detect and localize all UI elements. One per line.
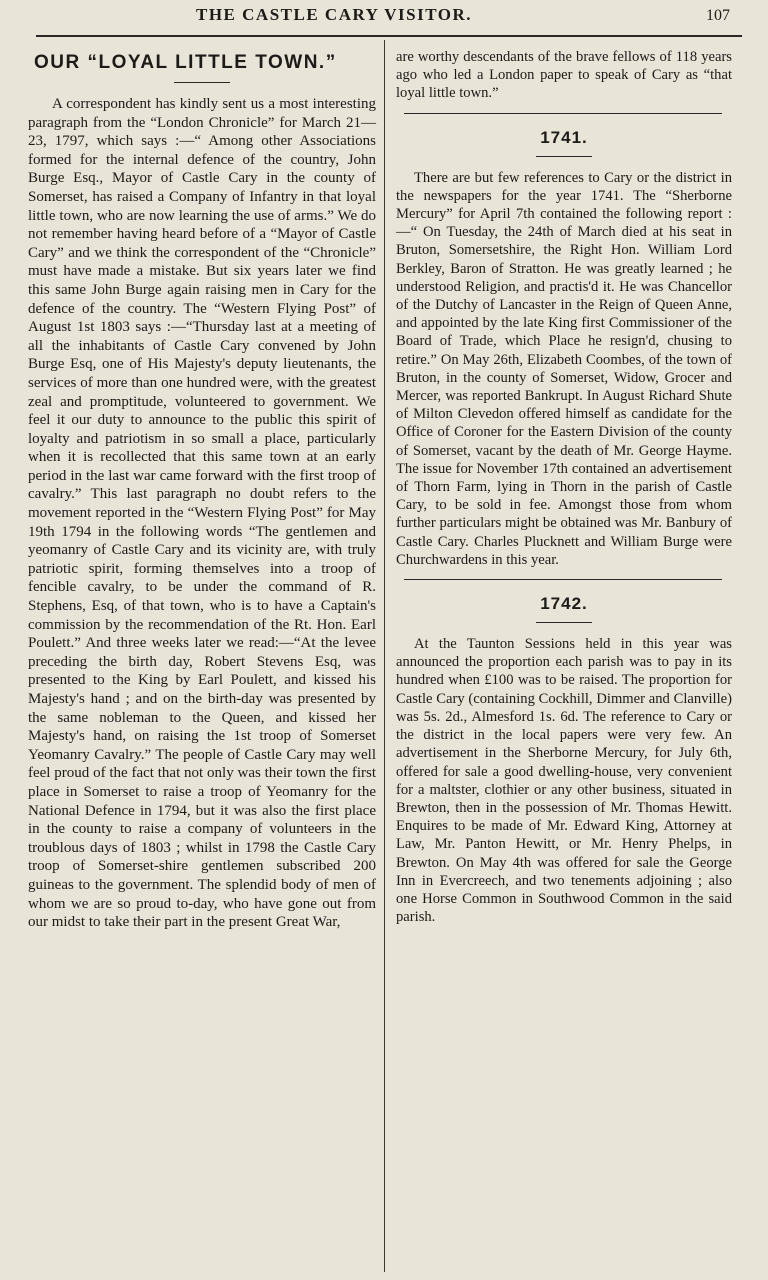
article-body: A correspondent has kindly sent us a most interesting paragraph from the “London Chronicle” for March 21—23, 1797, which says :—“ Among other Associations formed for the internal defence of the country, John Burge Esq., Mayor of Castle Cary in the county of Somerset, has raised a Company of Infantry in that loyal little town, who are now learning the use of arms.” We do not remember having heard before of a “Mayor of Castle Cary” and we think the correspondent of the “Chronicle” must have made a mistake. But six years later we find this same John Burge again raising men in Cary for the defence of the country. The “Western Flying Post” of August 1st 1803 says :—“Thursday last at a meeting of all the inhabitants of Castle Cary convened by John Burge Esq, one of His Majesty's deputy lieutenants, the services of more than one hundred were, with the greatest zeal and promptitude, volunteered to government. We feel it our duty to announce to the public this spirit of loyalty and patriotism in so small a place, particularly when it is recollected that this same town at an early period in the last war came forward with the first troop of cavalry.” This last paragraph no doubt refers to the movement reported in the “Western Flying Post” for May 19th 1794 in the following words “The gentlemen and yeomanry of Castle Cary and its vicinity are, with truly patriotic spirit, forming themselves into a troop of fencible cavalry, to be under the command of R. Stephens, Esq, of that town, who is to have a Captain's commission by the recommendation of the Rt. Hon. Earl Poulett.” And three weeks later we read:—“At the levee preceding the birth day, Robert Stevens Esq, was presented to the King by Earl Poulett, and kissed his Majesty's hand ; and on the birth-day was presented by the same nobleman to the Queen, and kissed her Majesty's hand, on raising the 1st troop of Somerset Yeomanry Cavalry.” The people of Castle Cary may well feel proud of the fact that not only was their town the first place in Somerset to raise a troop of Yeomanry for the National Defence in 1794, but it was also the first place in the county to raise a company of volunteers in the troublous days of 1803 ; whilst in 1798 the Castle Cary troop of Somerset-shire gentlemen subscribed 200 guineas to the government. The splendid body of men of whom we are so proud to-day, who have gone out from our midst to take their part in the present Great War, — [28, 96, 376, 931]
page-number: 107 — [706, 7, 730, 24]
section-rule — [404, 113, 722, 114]
running-title: THE CASTLE CARY VISITOR. — [196, 5, 472, 24]
heading-rule-1742 — [536, 622, 592, 623]
heading-rule-1741 — [536, 156, 592, 157]
section-rule — [404, 579, 722, 580]
section-heading-1742: 1742. — [540, 594, 588, 614]
section-body-1741: There are but few references to Cary or the district in the newspapers for the year 1741. The “Sherborne Mercury” for April 7th contained the following report :—“ On Tuesday, the 24th of March died at his seat in Bruton, Somersetshire, the Right Hon. William Lord Berkley, Baron of Stratton. He was greatly learned ; he understood Religion, and practis'd it. He was Chancellor of the Dutchy of Lancaster in the Reign of Queen Anne, and appointed by the late King first Commissioner of the Board of Trade, which Place he resign'd, chusing to retire.” On May 26th, Elizabeth Coombes, of the town of Bruton, in the county of Somerset, Widow, Grocer and Mercer, was reported Bankrupt. In August Richard Shute of Milton Clevedon offered himself as candidate for the Office of Coroner for the Eastern Division of the county of Somerset, vacant by the death of Mr. George Hayme. The issue for November 17th contained an advertisement of Thorn Farm, lying in Thorn in the parish of Castle Cary, to be sold in fee. Amongst those from whom further particulars might be obtained was Mr. Banbury of Castle Cary. Charles Plucknett and William Burge were Churchwardens in this year. — [396, 169, 732, 568]
running-head — [0, 3, 768, 27]
section-heading-1741: 1741. — [540, 127, 588, 147]
section-body-1742: At the Taunton Sessions held in this year was announced the proportion each parish was to pay in its hundred when £100 was to be raised. The proportion for Castle Cary (containing Cockhill, Dimmer and Clanville) was 5s. 2d., Almesford 1s. 6d. The reference to Cary or the district in the local papers were very few. An advertisement in the Sherborne Mercury, for July 6th, offered for sale a good dwelling-house, very convenient for a maltster, clothier or any other business, situated in Brewton, then in the possession of Mr. Thomas Hewitt. Enquires to be made of Mr. Edward King, Attorney at Law, Mr. Panton Hewitt, or Mr. Henry Phelps, in Brewton. On May 4th was offered for sale the George Inn in Evercreech, and two tenements adjoining ; also one Horse Common in Southwood Common in the said parish. — [396, 636, 732, 926]
right-column — [396, 48, 732, 926]
header-rule — [36, 35, 742, 37]
column-divider — [384, 40, 385, 1272]
left-column — [28, 48, 376, 932]
article-title: OUR “LOYAL LITTLE TOWN.” — [34, 52, 337, 73]
title-rule — [174, 82, 230, 83]
article-continuation: are worthy descendants of the brave fellows of 118 years ago who led a London paper to speak of Cary as “that loyal little town.” — [396, 49, 732, 102]
